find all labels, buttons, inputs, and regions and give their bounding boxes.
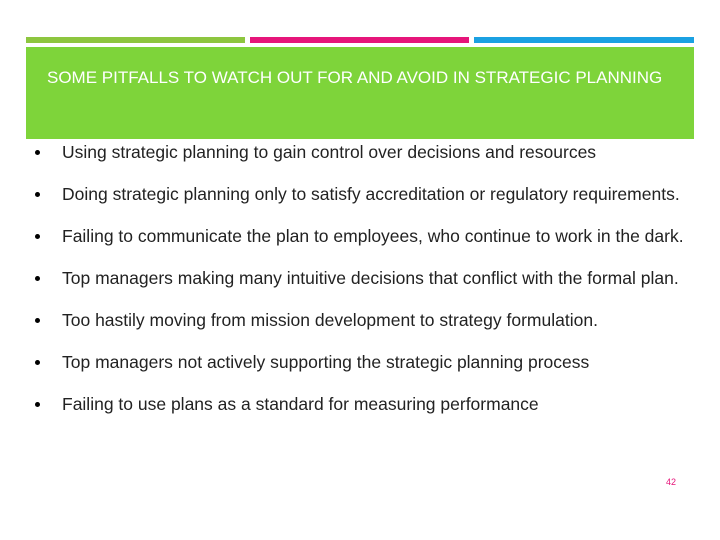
bullet-text: Failing to communicate the plan to employees, who continue to work in the dark. [62,226,684,246]
bullet-dot-icon [35,318,40,323]
bullet-item [34,266,704,290]
bullet-dot-icon [35,192,40,197]
bullet-text: Top managers not actively supporting the strategic planning process [62,352,590,372]
bullet-dot-icon [35,150,40,155]
bullet-item [34,350,704,374]
bullet-item [34,140,704,164]
slide-title: SOME PITFALLS TO WATCH OUT FOR AND AVOID IN STRATEGIC PLANNING [47,68,663,87]
bullet-dot-icon [35,360,40,365]
accent-bar-blue [474,37,694,43]
accent-bar-green [26,37,245,43]
bullet-item [34,182,704,206]
bullet-item [34,392,704,416]
bullet-text: Doing strategic planning only to satisfy accreditation or regulatory requirements. [62,184,680,204]
bullet-text: Too hastily moving from mission development to strategy formulation. [62,310,598,330]
bullet-dot-icon [35,402,40,407]
bullet-text: Top managers making many intuitive decisions that conflict with the formal plan. [62,268,679,288]
title-banner [26,47,694,139]
bullet-text: Failing to use plans as a standard for measuring performance [62,394,539,414]
bullet-text: Using strategic planning to gain control over decisions and resources [62,142,597,162]
page-number: 42 [666,477,677,487]
accent-bar-pink [250,37,469,43]
bullet-item [34,224,704,248]
bullet-dot-icon [35,276,40,281]
bullet-item [34,308,704,332]
bullet-list [34,140,704,416]
bullet-dot-icon [35,234,40,239]
